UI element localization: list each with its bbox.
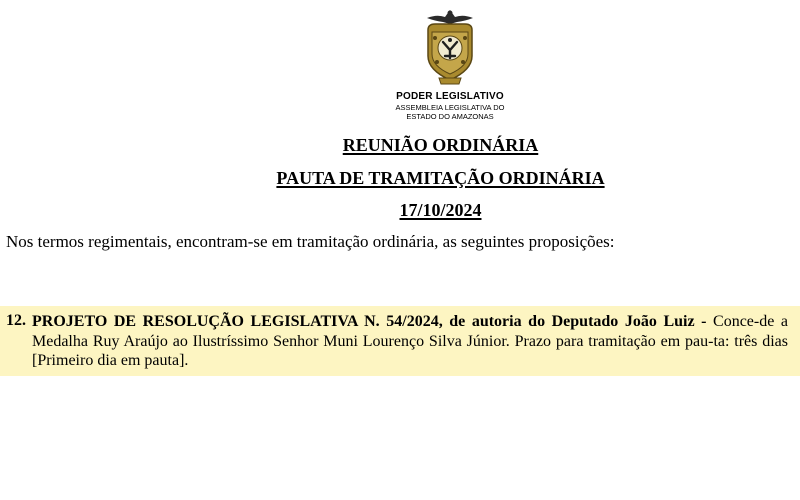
- org-name: PODER LEGISLATIVO: [396, 91, 504, 102]
- agenda-item-title: PROJETO DE RESOLUÇÃO LEGISLATIVA N. 54/2024, de autoria do Deputado João Luiz -: [32, 313, 707, 330]
- intro-paragraph: Nos termos regimentais, encontram-se em tramitação ordinária, as seguintes proposições:: [6, 232, 615, 251]
- agenda-title: PAUTA DE TRAMITAÇÃO ORDINÁRIA: [276, 168, 605, 188]
- agenda-item-number: 12.: [6, 312, 26, 329]
- coat-of-arms-icon: [415, 4, 485, 88]
- agenda-item-body: Conce-de a Medalha Ruy Araújo ao Ilustríssimo Senhor Muni Lourenço Silva Júnior. Prazo para tramitação em pau-ta: três dias [Primeiro dia em pauta].: [32, 313, 789, 369]
- org-subtitle-line1: ASSEMBLEIA LEGISLATIVA DO: [395, 103, 505, 112]
- meeting-title: REUNIÃO ORDINÁRIA: [342, 135, 539, 155]
- org-subtitle-line2: ESTADO DO AMAZONAS: [406, 112, 494, 121]
- agenda-date: 17/10/2024: [399, 200, 482, 220]
- agenda-item-text: [32, 312, 788, 371]
